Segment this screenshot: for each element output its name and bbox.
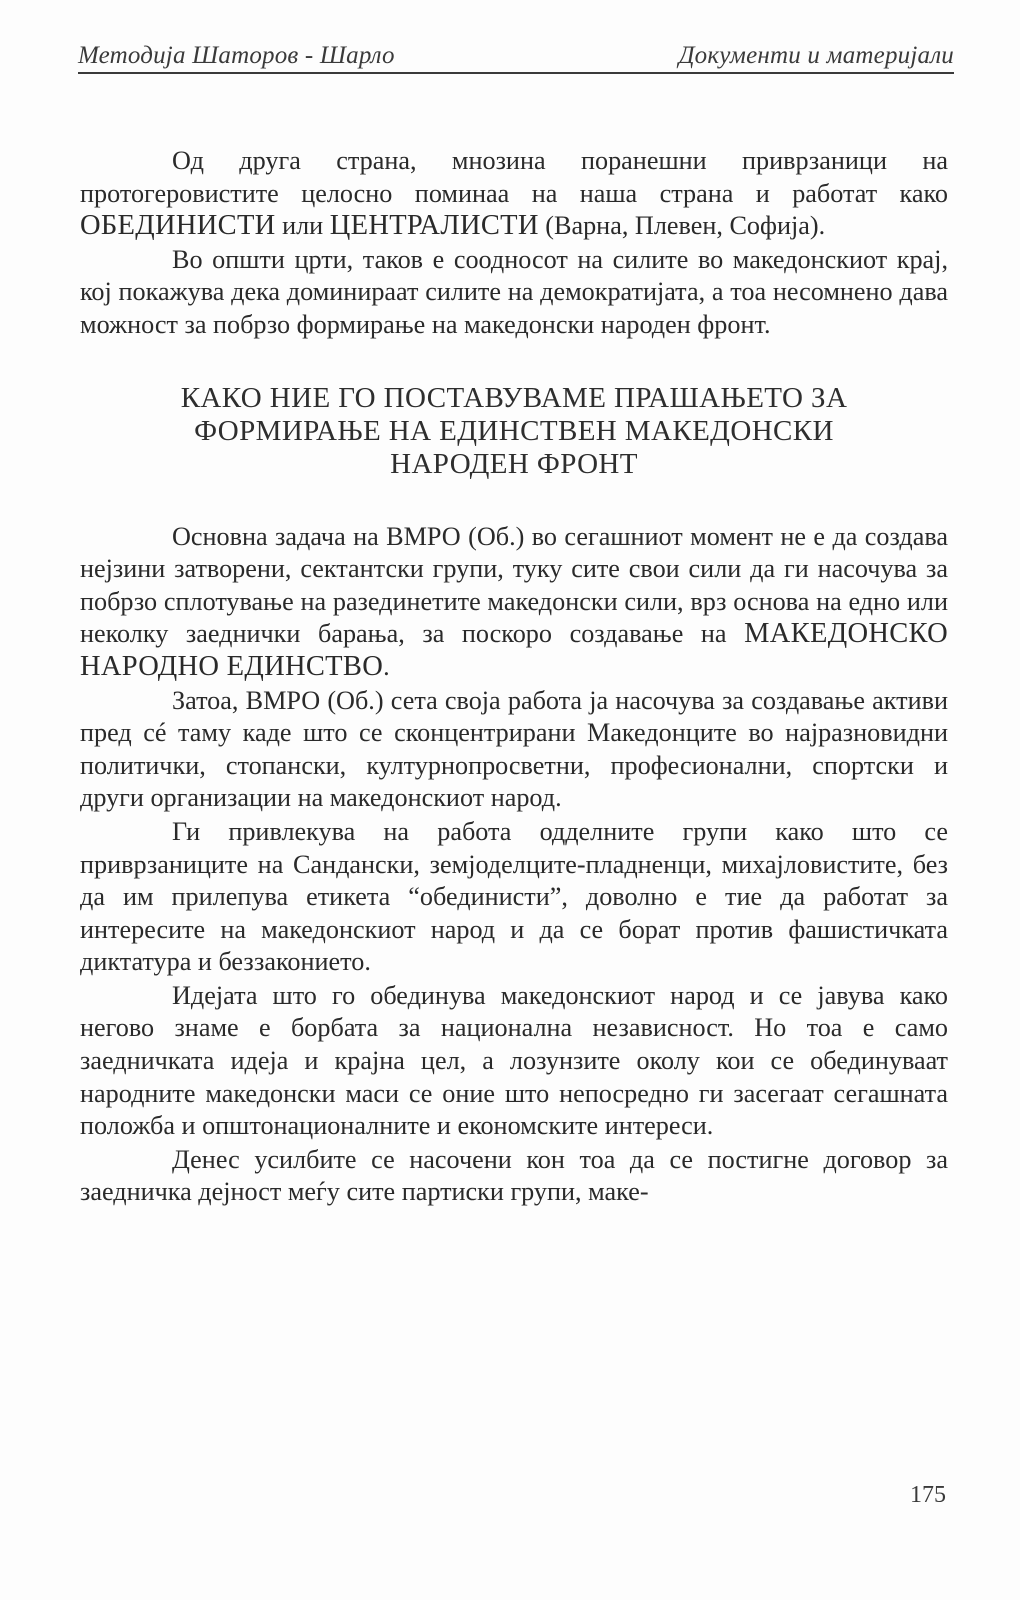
paragraph: Денес усилбите се насочени кон тоа да се постигне договор за заедничка дејност меѓу сите партиски групи, маке- <box>80 1144 948 1207</box>
page-number: 175 <box>910 1482 946 1508</box>
body-text <box>80 145 948 1209</box>
paragraph: Ги привлекува на работа одделните групи како што се приврзаниците на Сандански, земјоделците-пладненци, михајловистите, без да им прилепува етикета “обединисти”, доволно е тие да работат за интересите на македонскиот народ и да се борат против фашистичката диктатура и беззаконието. <box>80 816 948 977</box>
emphasis-caps: МАКЕДОНСКО НАРОДНО ЕДИНСТВО <box>80 618 948 682</box>
paragraph: Од друга страна, мнозина поранешни приврзаници на протогеровистите целосно поминаа на наша страна и работат како ОБЕДИНИСТИ или ЦЕНТРАЛИСТИ (Варна, Плевен, Софија). <box>80 146 948 242</box>
paragraph: Затоа, ВМРО (Об.) сета своја работа ја насочува за создавање активи пред сé таму каде што се сконцентрирани Македонците во најразновидни политички, стопански, културнопросветни, професионални, спортски и други организации на македонскиот народ. <box>80 685 948 813</box>
section-heading <box>80 382 948 481</box>
section-heading-line: КАКО НИЕ ГО ПОСТАВУВАМЕ ПРАШАЊЕТО ЗА <box>180 381 848 414</box>
paragraph: Идејата што го обединува македонскиот народ и се јавува како негово знаме е борбата за национална независност. Но тоа е само заедничката идеја и крајна цел, а лозунзите околу кои се обединуваат народните македонски маси се оние што непосредно ги засегаат сегашната положба и општонационалните и економските интереси. <box>80 980 948 1141</box>
emphasis-caps: ОБЕДИНИСТИ <box>80 210 276 242</box>
emphasis-caps: ЦЕНТРАЛИСТИ <box>329 210 539 242</box>
paragraph: Во општи црти, таков е соодносот на силите во македонскиот крај, кој покажува дека доминираат силите на демократијата, а тоа несомнено дава можност за побрзо формирање на македонски народен фронт. <box>80 244 948 339</box>
running-header <box>78 38 954 74</box>
header-author-title: Методија Шаторов - Шарло <box>78 42 395 69</box>
paragraph: Основна задача на ВМРО (Об.) во сегашниот момент не е да создава нејзини затворени, сектантски групи, туку сите свои сили да ги насочува за побрзо сплотување на разединетите македонски сили, врз основа на едно или неколку заеднички барања, за поскоро создавање на МАКЕДОНСКО НАРОДНО ЕДИНСТВО. <box>80 521 948 682</box>
section-heading-line: НАРОДЕН ФРОНТ <box>390 447 638 480</box>
section-heading-line: ФОРМИРАЊЕ НА ЕДИНСТВЕН МАКЕДОНСКИ <box>194 414 834 447</box>
header-section-title: Документи и материјали <box>678 42 954 69</box>
